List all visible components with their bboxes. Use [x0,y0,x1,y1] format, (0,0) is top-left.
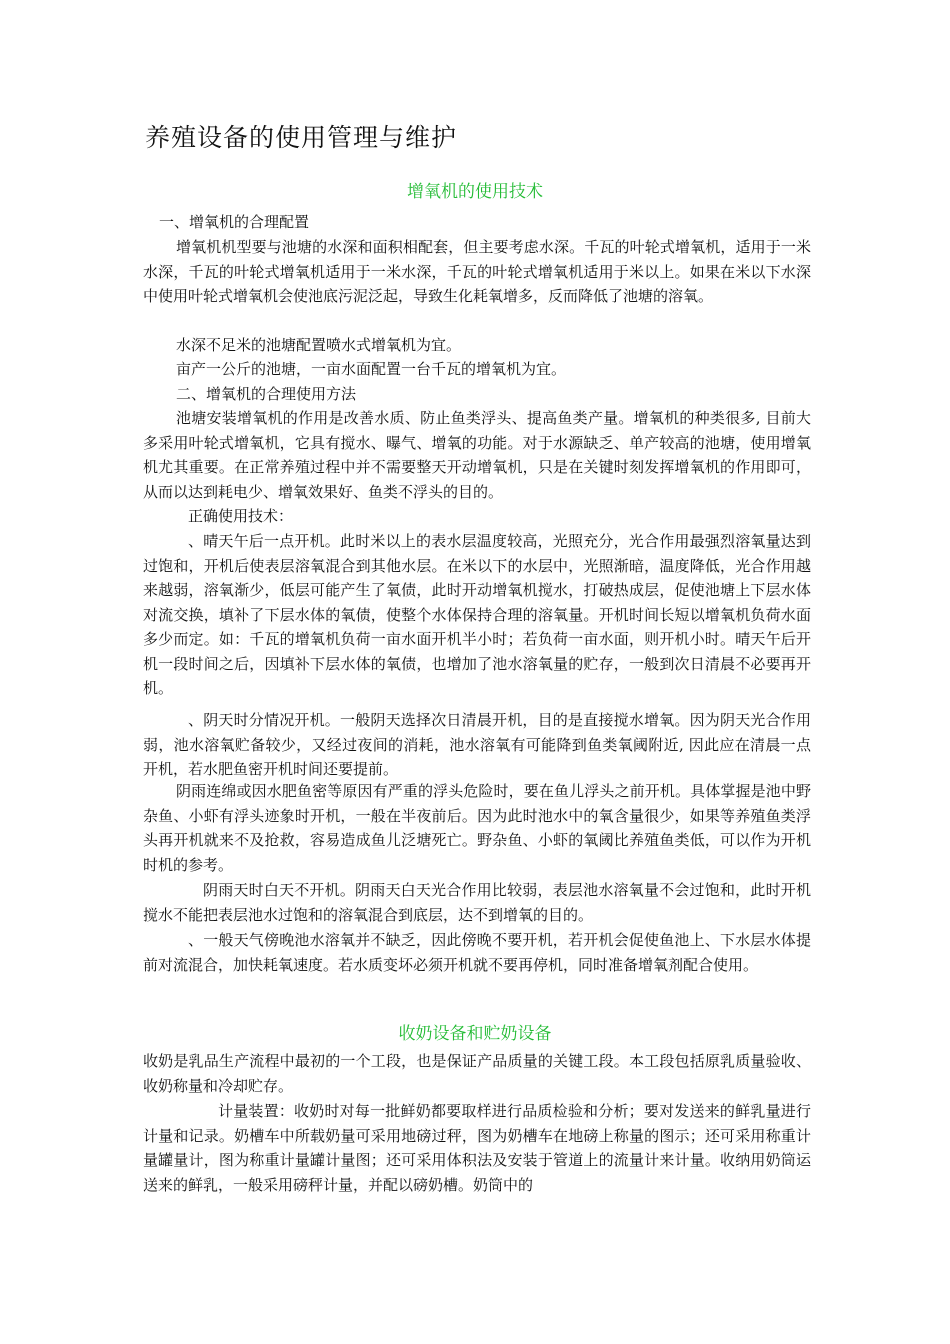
paragraph: 阴雨连绵或因水肥鱼密等原因有严重的浮头危险时，要在鱼儿浮头之前开机。具体掌握是池中野杂鱼、小虾有浮头迹象时开机，一般在半夜前后。因为此时池水中的氧含量很少，如果等养殖鱼类浮头再开机就来不及抢救，容易造成鱼儿泛塘死亡。野杂鱼、小虾的氧阈比养殖鱼类低，可以作为开机时机的参考。 [143,782,811,874]
paragraph: 增氧机机型要与池塘的水深和面积相配套，但主要考虑水深。千瓦的叶轮式增氧机，适用于一米水深，千瓦的叶轮式增氧机适用于一米水深，千瓦的叶轮式增氧机适用于米以上。如果在米以下水深中使用叶轮式增氧机会使池底污泥泛起，导致生化耗氧增多，反而降低了池塘的溶氧。 [143,238,811,305]
paragraph: 、一般天气傍晚池水溶氧并不缺乏，因此傍晚不要开机，若开机会促使鱼池上、下水层水体提前对流混合，加快耗氧速度。若水质变坏必须开机就不要再停机，同时准备增氧剂配合使用。 [143,931,811,974]
paragraph: 计量装置：收奶时对每一批鲜奶都要取样进行品质检验和分析；要对发送来的鲜乳量进行计量和记录。奶槽车中所载奶量可采用地磅过秤，图为奶槽车在地磅上称量的图示；还可采用称重计量罐量计，图为称重计量罐计量图；还可采用体积法及安装于管道上的流量计来计量。收纳用奶筒运送来的鲜乳，一般采用磅秤计量，并配以磅奶槽。奶筒中的 [143,1102,811,1194]
subheading-usage-method: 二、增氧机的合理使用方法 [176,385,357,403]
paragraph: 池塘安装增氧机的作用是改善水质、防止鱼类浮头、提高鱼类产量。增氧机的种类很多, 目前大多采用叶轮式增氧机，它具有搅水、曝气、增氧的功能。对于水源缺乏、单产较高的池塘，使用增氧机尤其重要。在正常养殖过程中并不需要整天开动增氧机，只是在关键时刻发挥增氧机的作用即可，从而以达到耗电少、增氧效果好、鱼类不浮头的目的。 [143,409,811,501]
paragraph: 收奶是乳品生产流程中最初的一个工段，也是保证产品质量的关键工段。本工段包括原乳质量验收、收奶称量和冷却贮存。 [143,1052,811,1095]
section-heading-aerator: 增氧机的使用技术 [407,182,543,202]
paragraph: 、阴天时分情况开机。一般阴天选择次日清晨开机，目的是直接搅水增氧。因为阴天光合作用弱，池水溶氧贮备较少，又经过夜间的消耗，池水溶氧有可能降到鱼类氧阈附近, 因此应在清晨一点开机，若水肥鱼密开机时间还要提前。 [143,711,811,778]
paragraph: 阴雨天时白天不开机。阴雨天白天光合作用比较弱，表层池水溶氧量不会过饱和，此时开机搅水不能把表层池水过饱和的溶氧混合到底层，达不到增氧的目的。 [143,881,811,924]
section-heading-milk-equipment: 收奶设备和贮奶设备 [398,1024,552,1044]
paragraph: 水深不足米的池塘配置喷水式增氧机为宜。 [176,336,462,354]
paragraph: 、晴天午后一点开机。此时米以上的表水层温度较高，光照充分，光合作用最强烈溶氧量达到过饱和，开机后使表层溶氧混合到其他水层。在米以下的水层中，光照渐暗，温度降低，光合作用越来越弱，溶氧渐少，低层可能产生了氧债，此时开动增氧机搅水，打破热成层，促使池塘上下层水体对流交换，填补了下层水体的氧债，使整个水体保持合理的溶氧量。开机时间长短以增氧机负荷水面多少而定。如：千瓦的增氧机负荷一亩水面开机半小时；若负荷一亩水面，则开机小时。晴天午后开机一段时间之后，因填补下层水体的氧债，也增加了池水溶氧量的贮存，一般到次日清晨不必要再开机。 [143,532,811,697]
document-title: 养殖设备的使用管理与维护 [145,123,458,152]
paragraph: 正确使用技术： [188,507,294,525]
paragraph: 亩产一公斤的池塘，一亩水面配置一台千瓦的增氧机为宜。 [176,360,567,378]
subheading-configuration: 一、增氧机的合理配置 [159,213,310,231]
